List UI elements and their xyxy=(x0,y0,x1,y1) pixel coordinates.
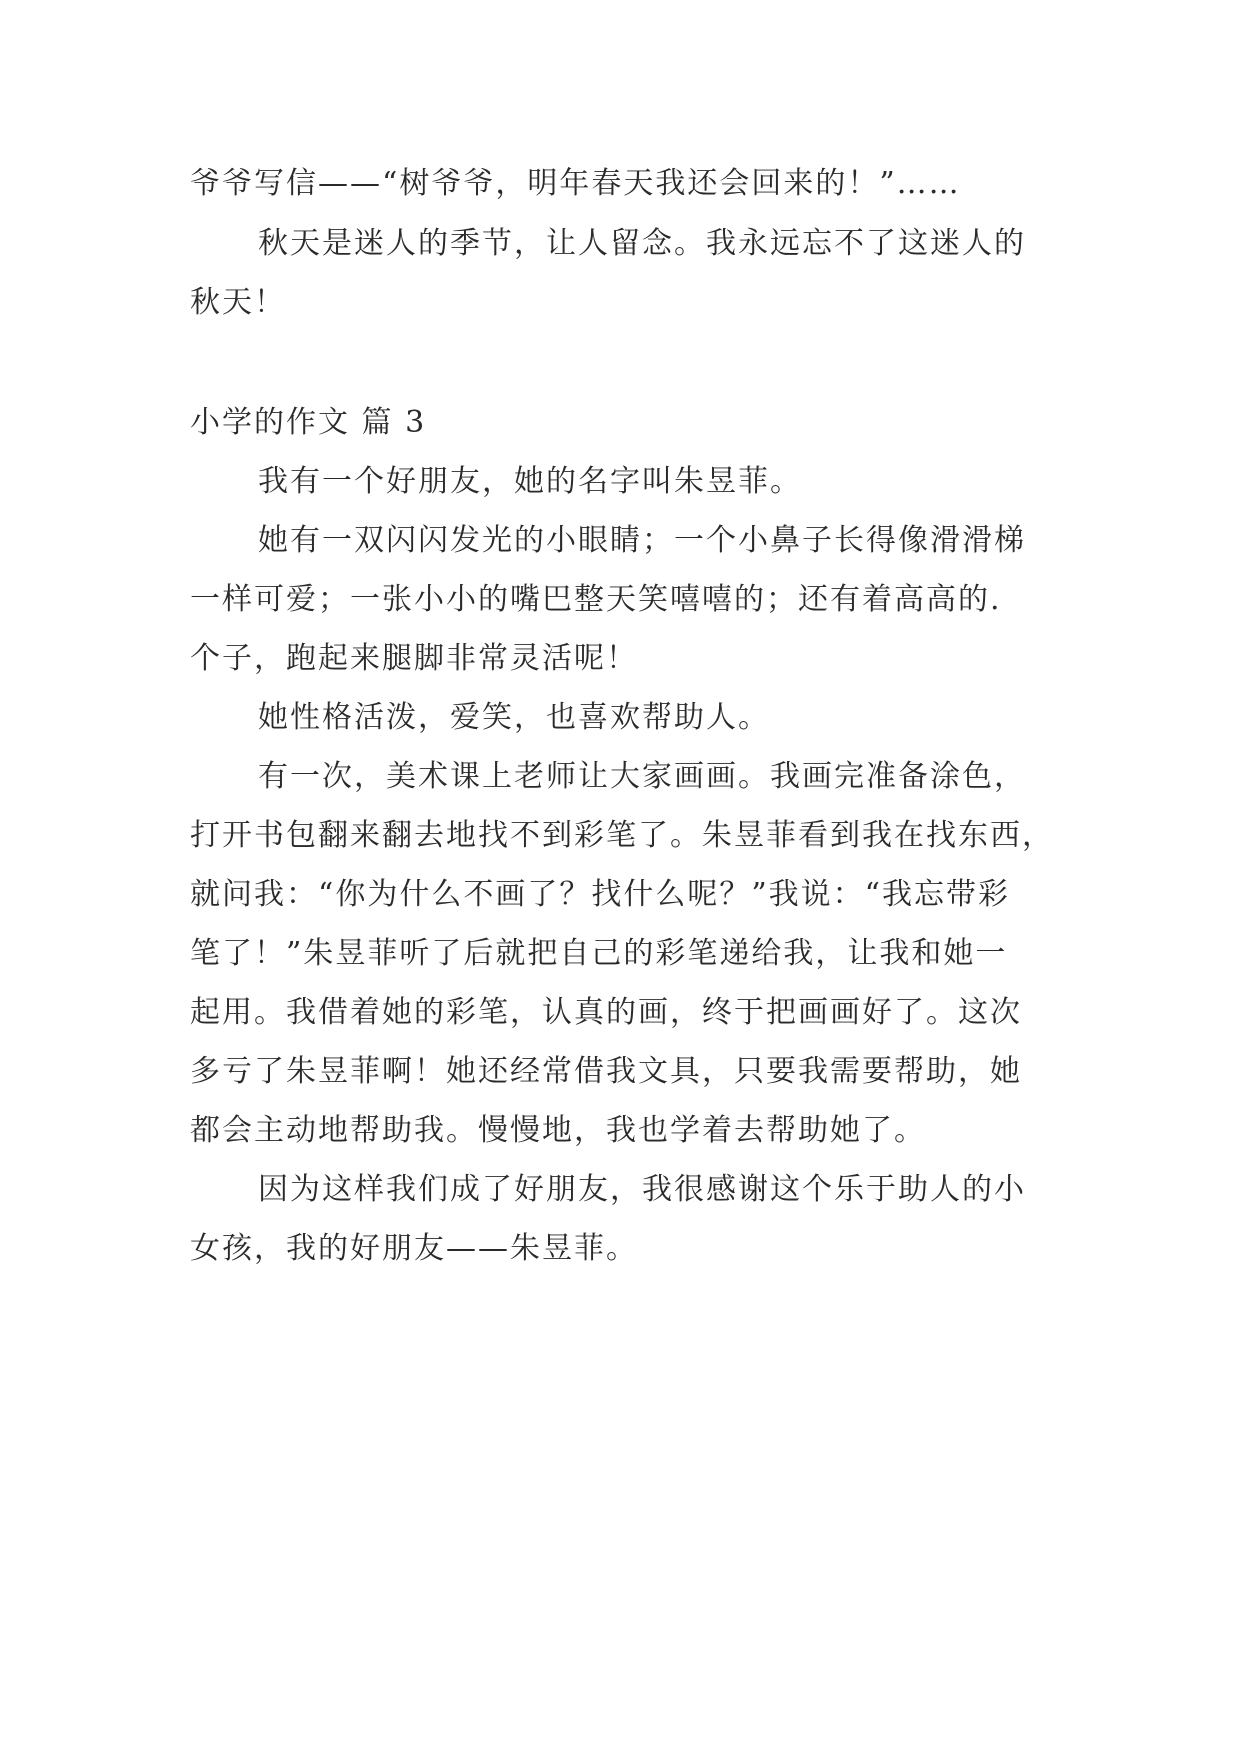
text-line: 多亏了朱昱菲啊！她还经常借我文具，只要我需要帮助，她 xyxy=(190,1054,1022,1089)
text-line: 起用。我借着她的彩笔，认真的画，终于把画画好了。这次 xyxy=(190,995,1022,1030)
text-line: 秋天！ xyxy=(190,285,286,320)
text-line: 一样可爱；一张小小的嘴巴整天笑嘻嘻的；还有着高高的. xyxy=(190,582,1002,617)
text-line: 就问我：“你为什么不画了？找什么呢？”我说：“我忘带彩 xyxy=(190,877,1011,912)
text-line: 女孩，我的好朋友——朱昱菲。 xyxy=(190,1231,638,1266)
paragraph-line: 秋天是迷人的季节，让人留念。我永远忘不了这迷人的 xyxy=(258,226,1026,261)
text-line: 都会主动地帮助我。慢慢地，我也学着去帮助她了。 xyxy=(190,1113,926,1148)
text-line: 笔了！”朱昱菲听了后就把自己的彩笔递给我，让我和她一 xyxy=(190,936,1008,971)
text-line: 爷爷写信——“树爷爷，明年春天我还会回来的！”…… xyxy=(190,166,961,201)
paragraph-line: 她性格活泼，爱笑，也喜欢帮助人。 xyxy=(258,700,770,735)
paragraph-line: 因为这样我们成了好朋友，我很感谢这个乐于助人的小 xyxy=(258,1172,1026,1207)
paragraph-line: 有一次，美术课上老师让大家画画。我画完准备涂色， xyxy=(258,759,1026,794)
section-heading: 小学的作文 篇 3 xyxy=(190,405,427,440)
paragraph-line: 我有一个好朋友，她的名字叫朱昱菲。 xyxy=(258,464,802,499)
text-line: 个子，跑起来腿脚非常灵活呢！ xyxy=(190,641,638,676)
paragraph-line: 她有一双闪闪发光的小眼睛；一个小鼻子长得像滑滑梯 xyxy=(258,523,1026,558)
text-line: 打开书包翻来翻去地找不到彩笔了。朱昱菲看到我在找东西， xyxy=(190,818,1054,853)
